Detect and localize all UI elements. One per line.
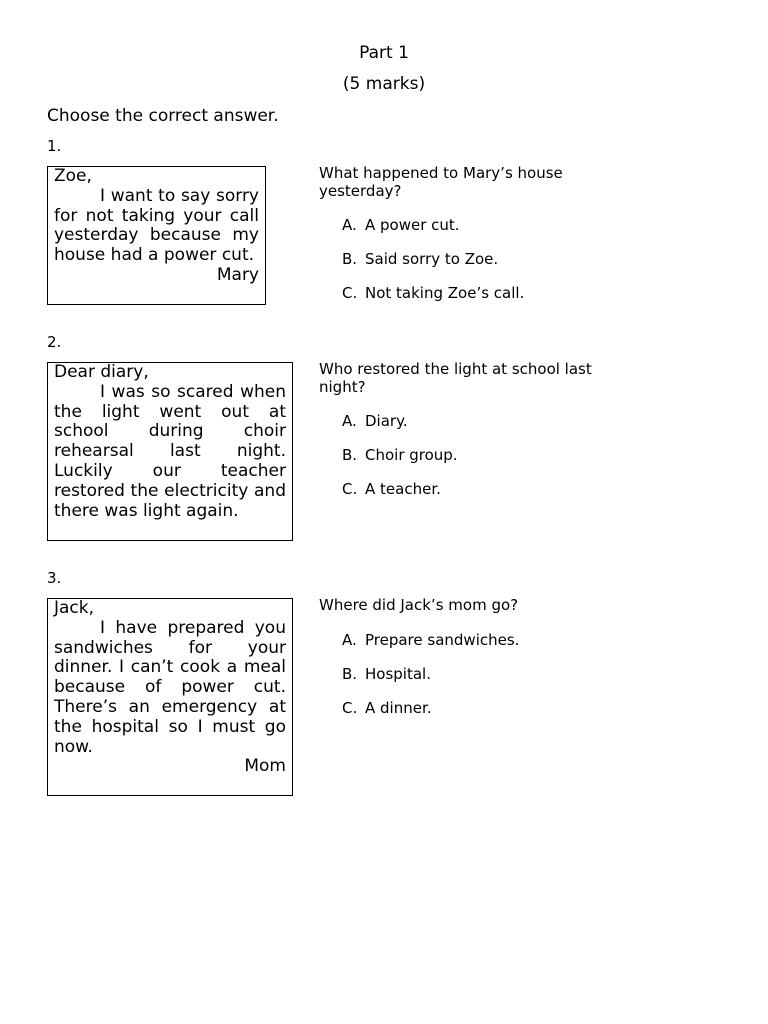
note-body: I have prepared you sandwiches for your dinner. I can’t cook a meal because of power cut. There’s an emergency at the hospital so I must go now. xyxy=(54,617,286,757)
note-signature: Mary xyxy=(216,264,259,285)
question-number: 3. xyxy=(47,569,62,587)
question-number: 2. xyxy=(47,333,62,351)
note-body: I want to say sorry for not taking your call yesterday because my house had a power cut. xyxy=(54,185,259,266)
question-number: 1. xyxy=(47,137,62,155)
option-c[interactable]: C. Not taking Zoe’s call. xyxy=(342,284,525,302)
option-a[interactable]: A. Diary. xyxy=(342,412,408,430)
note-signature: Mom xyxy=(244,756,286,777)
instructions: Choose the correct answer. xyxy=(47,106,279,126)
option-b[interactable]: B. Choir group. xyxy=(342,446,458,464)
note-greeting: Zoe, xyxy=(54,166,92,186)
note-box xyxy=(47,598,293,796)
option-a[interactable]: A. A power cut. xyxy=(342,216,460,234)
option-c[interactable]: C. A dinner. xyxy=(342,699,432,717)
note-box xyxy=(47,362,293,541)
note-greeting: Dear diary, xyxy=(54,362,149,382)
option-a[interactable]: A. Prepare sandwiches. xyxy=(342,631,520,649)
note-body: I was so scared when the light went out at school during choir rehearsal last night. Luckily our teacher restored the electricity and there was light again. xyxy=(54,381,286,521)
option-c[interactable]: C. A teacher. xyxy=(342,480,441,498)
option-b[interactable]: B. Said sorry to Zoe. xyxy=(342,250,499,268)
note-box xyxy=(47,166,266,305)
question-text: What happened to Mary’s house yesterday? xyxy=(319,164,563,200)
page-title: Part 1 xyxy=(359,43,409,63)
question-text: Where did Jack’s mom go? xyxy=(319,596,519,614)
question-text: Who restored the light at school last night? xyxy=(319,360,592,396)
marks-label: (5 marks) xyxy=(342,74,426,94)
option-b[interactable]: B. Hospital. xyxy=(342,665,431,683)
note-greeting: Jack, xyxy=(54,598,95,618)
